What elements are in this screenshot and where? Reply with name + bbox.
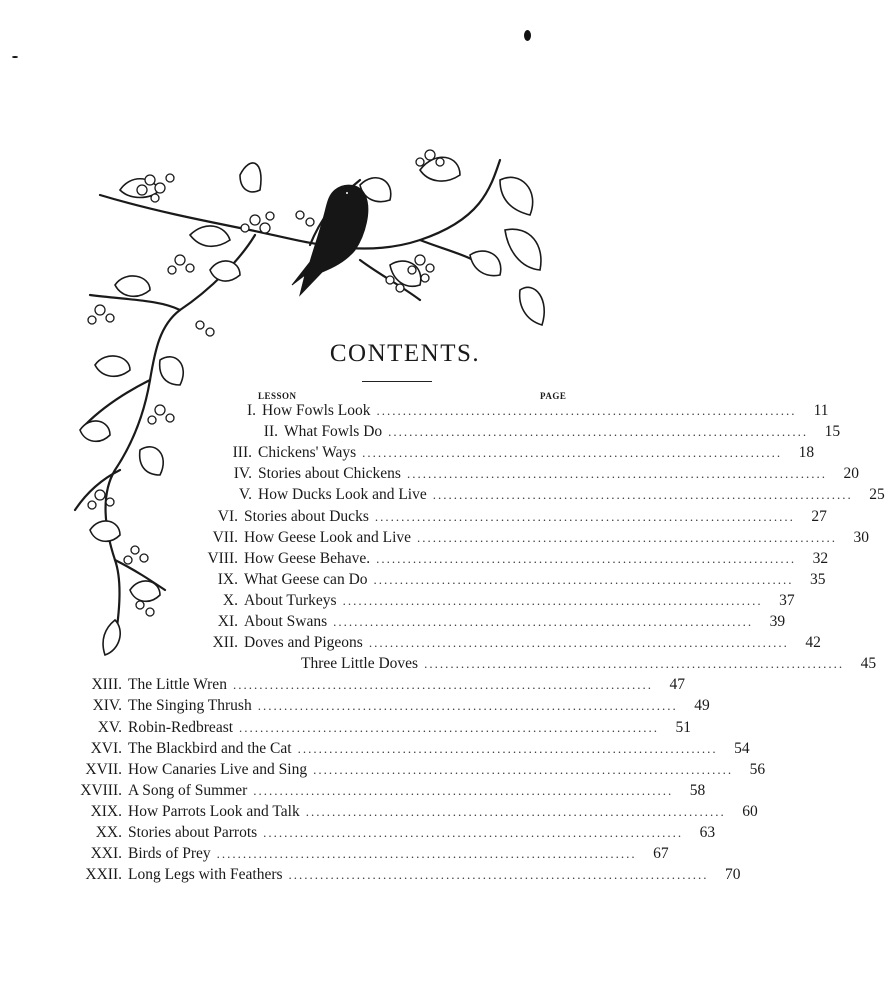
page-column-header: PAGE: [540, 391, 567, 401]
lesson-title: The Blackbird and the Cat: [128, 739, 292, 757]
toc-entry: [255, 653, 877, 674]
lesson-number: XIV.: [92, 697, 122, 715]
lesson-title: How Parrots Look and Talk: [128, 802, 300, 820]
lesson-number: IV.: [233, 465, 252, 483]
lesson-number: XVII.: [85, 760, 122, 778]
page-number: 56: [749, 760, 766, 778]
dot-leader: ................................................................................: [313, 761, 734, 777]
lesson-title: How Fowls Look: [262, 402, 371, 419]
lesson-number: I.: [246, 402, 256, 419]
page-number: 49: [694, 697, 710, 715]
lesson-number: VIII.: [207, 549, 238, 567]
page-number: 37: [779, 591, 795, 609]
dot-leader: ................................................................................: [239, 719, 660, 735]
page-number: 45: [860, 655, 877, 673]
toc-entry: [200, 569, 826, 590]
lesson-number: XV.: [97, 718, 122, 736]
lesson-title: The Singing Thrush: [128, 697, 252, 715]
toc-entry: [200, 463, 859, 484]
toc-entry: [200, 421, 841, 442]
page-number: 32: [812, 549, 829, 567]
lesson-title: Stories about Ducks: [244, 507, 369, 525]
lesson-title: Robin-Redbreast: [128, 718, 234, 736]
dot-leader: ................................................................................: [417, 529, 838, 545]
lesson-title: What Fowls Do: [284, 423, 383, 441]
lesson-number: XIX.: [90, 802, 122, 820]
ink-speck: [12, 56, 18, 58]
page-number: 18: [798, 444, 815, 462]
toc-entry: [70, 738, 750, 759]
page-number: 11: [813, 402, 829, 419]
dot-leader: ................................................................................: [388, 424, 809, 440]
dot-leader: ................................................................................: [216, 846, 637, 862]
lesson-number: V.: [238, 486, 252, 504]
bird-silhouette: [292, 185, 368, 295]
lesson-title: What Geese can Do: [244, 570, 368, 588]
lesson-title: The Little Wren: [128, 676, 227, 694]
lesson-title: How Canaries Live and Sing: [128, 760, 308, 778]
dot-leader: ................................................................................: [257, 698, 678, 714]
lesson-number: XXII.: [85, 866, 122, 884]
dot-leader: ................................................................................: [232, 677, 653, 693]
page-number: 54: [734, 739, 750, 757]
lesson-number: XVIII.: [80, 781, 122, 799]
toc-entry: [200, 400, 829, 421]
lesson-title: Stories about Chickens: [258, 465, 401, 483]
dot-leader: ................................................................................: [373, 571, 794, 587]
dot-leader: ................................................................................: [424, 656, 845, 672]
page-number: 58: [689, 781, 706, 799]
page-number: 20: [843, 465, 859, 483]
lesson-number: XXI.: [90, 845, 122, 863]
lesson-title: How Geese Look and Live: [244, 528, 412, 546]
dot-leader: ................................................................................: [432, 487, 853, 503]
dot-leader: ................................................................................: [368, 635, 789, 651]
lesson-number: II.: [263, 423, 278, 441]
lesson-number: XII.: [212, 634, 238, 652]
page-number: 60: [742, 802, 758, 820]
lesson-column-header: LESSON: [258, 391, 297, 401]
toc-entry: [200, 527, 870, 548]
dot-leader: ................................................................................: [305, 803, 726, 819]
dot-leader: ................................................................................: [374, 508, 795, 524]
toc-entry: [70, 843, 669, 864]
title-rule: [362, 381, 432, 382]
lesson-title: Long Legs with Feathers: [128, 866, 283, 884]
toc-entry: [200, 442, 815, 463]
dot-leader: ................................................................................: [362, 445, 783, 461]
dot-leader: ................................................................................: [342, 592, 763, 608]
lesson-number: XVI.: [90, 739, 122, 757]
dot-leader: ................................................................................: [263, 825, 684, 840]
dot-leader: ................................................................................: [253, 782, 674, 798]
dot-leader: ................................................................................: [406, 466, 827, 482]
lesson-title: Chickens' Ways: [258, 444, 357, 462]
lesson-number: III.: [232, 444, 252, 462]
lesson-title: About Turkeys: [244, 591, 337, 609]
page-number: 51: [675, 718, 692, 736]
lesson-number: X.: [222, 591, 238, 609]
toc-entry: [200, 590, 795, 611]
page-number: 25: [869, 486, 885, 504]
page-number: 63: [699, 824, 716, 841]
page-number: 47: [669, 676, 685, 694]
lesson-title: About Swans: [244, 613, 328, 630]
page-number: 30: [853, 528, 870, 546]
dot-leader: ................................................................................: [297, 740, 718, 756]
lesson-number: VI.: [217, 507, 238, 525]
dot-leader: ................................................................................: [376, 403, 797, 418]
page-number: 42: [805, 634, 821, 652]
ink-speck: [524, 30, 531, 41]
lesson-number: IX.: [217, 570, 238, 588]
page-number: 35: [810, 570, 826, 588]
dot-leader: ................................................................................: [288, 867, 709, 883]
dot-leader: ................................................................................: [376, 550, 797, 566]
lesson-title: Birds of Prey: [128, 845, 211, 863]
toc-entry: [70, 759, 766, 780]
page-number: 70: [725, 866, 741, 884]
toc-entry: [70, 717, 692, 738]
dot-leader: ................................................................................: [333, 614, 754, 629]
lesson-title: A Song of Summer: [128, 781, 248, 799]
page-number: 67: [653, 845, 669, 863]
toc-entry: [70, 801, 758, 822]
page-title: CONTENTS.: [329, 340, 481, 367]
lesson-title: Stories about Parrots: [128, 824, 258, 841]
toc-entry: [70, 695, 710, 716]
toc-entry: [70, 864, 741, 885]
lesson-title: How Geese Behave.: [244, 549, 371, 567]
toc-entry: [200, 548, 829, 569]
lesson-number: VII.: [212, 528, 238, 546]
page-number: 27: [811, 507, 827, 525]
toc-entry: [70, 674, 685, 695]
toc-entry: [200, 611, 786, 632]
toc-entry: [200, 632, 821, 653]
lesson-title: Doves and Pigeons: [244, 634, 363, 652]
toc-entry: [70, 780, 706, 801]
toc-entry: [200, 484, 885, 505]
lesson-title: How Ducks Look and Live: [258, 486, 427, 504]
toc-entry: [200, 506, 827, 527]
toc-entry: [70, 822, 716, 843]
lesson-title: Three Little Doves: [301, 655, 419, 673]
lesson-number: XI.: [217, 613, 238, 630]
page-number: 39: [769, 613, 786, 630]
page-number: 15: [824, 423, 841, 441]
lesson-number: XX.: [95, 824, 122, 841]
lesson-number: XIII.: [91, 676, 122, 694]
